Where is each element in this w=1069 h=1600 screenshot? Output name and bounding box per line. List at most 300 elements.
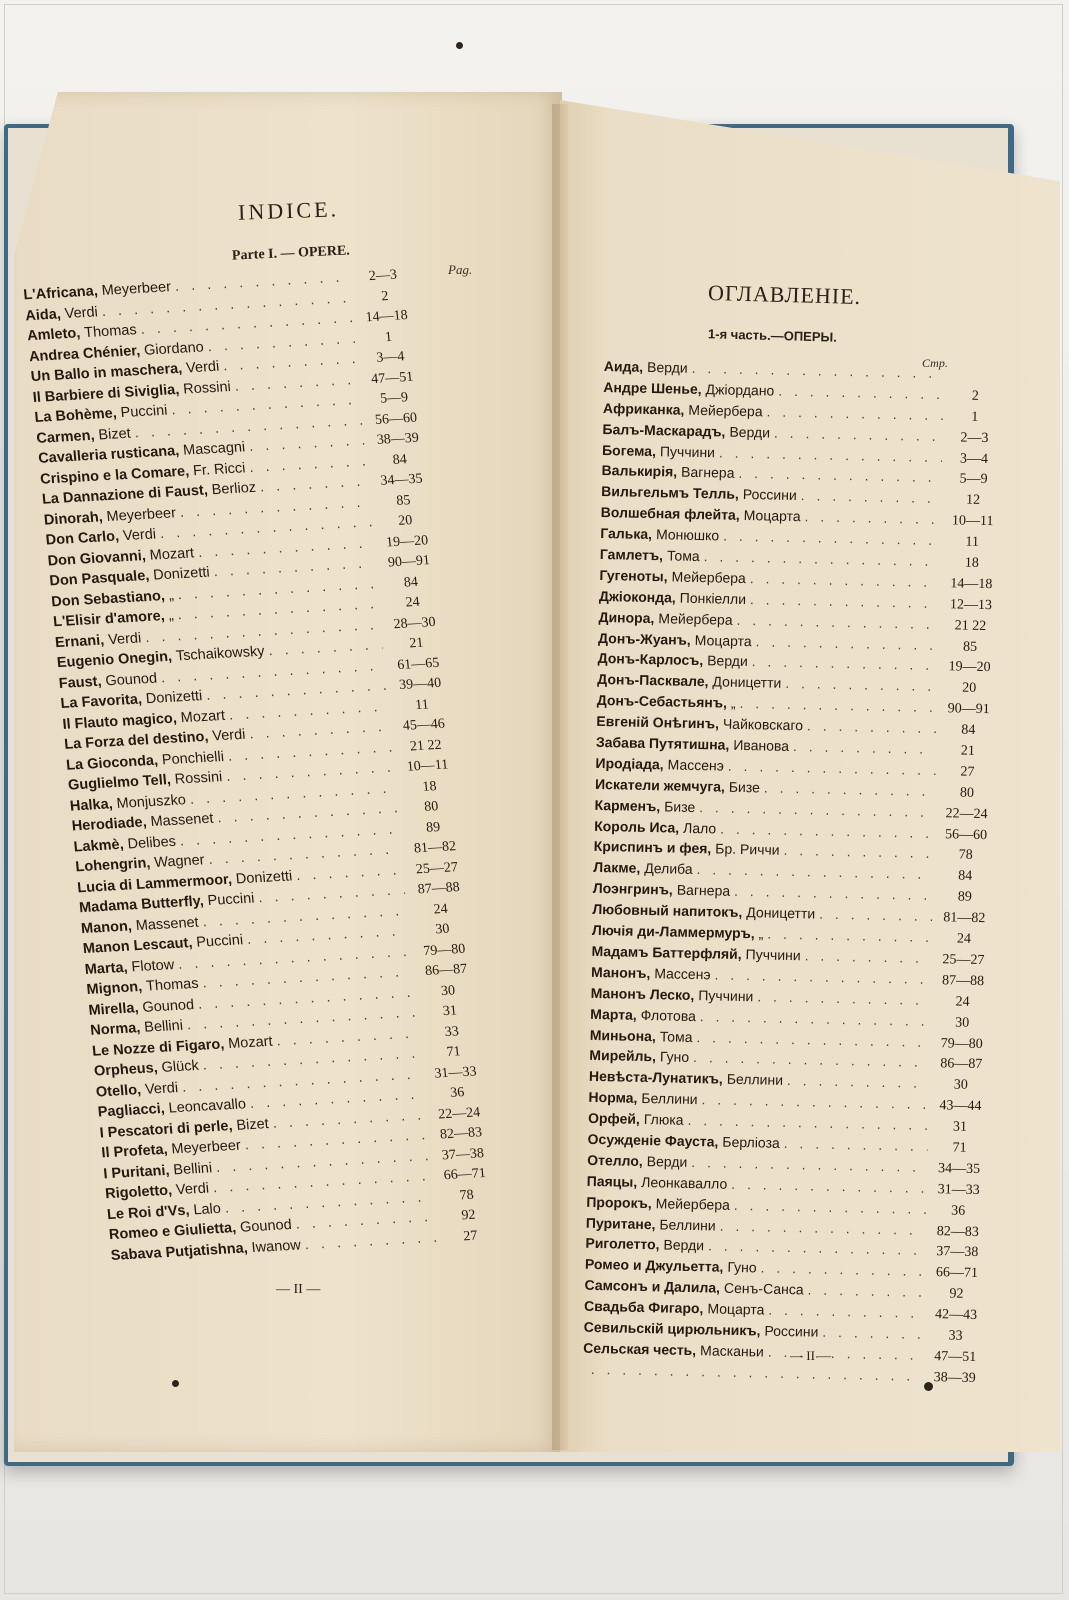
composer-name: Donizetti (145, 688, 203, 708)
dot-leader (719, 444, 942, 465)
composer-name: Verdi (144, 1079, 179, 1098)
book-spine-shadow (552, 104, 568, 1450)
composer-name: Леонкавалло (641, 1173, 728, 1192)
dot-leader (807, 1282, 924, 1300)
opera-title: Madama Butterfly, (78, 893, 205, 917)
opera-title: Искатели жемчуга, (594, 775, 726, 795)
composer-name: Доницетти (712, 673, 782, 692)
dot-leader (804, 508, 940, 527)
composer-name: Тома (666, 547, 700, 565)
composer-name: Leoncavallo (167, 1096, 247, 1117)
dot-leader (757, 988, 931, 1008)
page-ref: 78 (958, 848, 973, 864)
page-ref: 78 (458, 1187, 475, 1203)
page-ref: 12—13 (949, 597, 993, 613)
opera-title: Мирейль, (589, 1047, 657, 1065)
composer-name: Verdi (175, 1180, 210, 1199)
opera-title: Донъ-Пасквале, (597, 671, 709, 690)
composer-name: Делиба (644, 860, 693, 878)
page-ref: 90—91 (387, 553, 431, 571)
opera-title: La Gioconda, (65, 752, 159, 774)
composer-name: Гуно (659, 1048, 690, 1066)
opera-title: Балъ-Маскарадъ, (602, 420, 726, 440)
page-ref: 56—60 (374, 410, 418, 428)
page-ref: 12 (965, 492, 981, 509)
opera-title: La Favorita, (59, 691, 143, 712)
page-ref: 11 (414, 696, 430, 713)
opera-title: La Dannazione di Faust, (41, 482, 209, 508)
composer-name: Massenet (149, 810, 215, 831)
opera-title: Лоэнгринъ, (592, 880, 673, 898)
page-ref: 30 (440, 982, 456, 999)
composer-name: Мейербера (671, 568, 746, 586)
opera-title: Dinorah, (43, 508, 104, 529)
page-ref: 19—20 (385, 532, 429, 551)
left-page-column-header: Pag. (448, 262, 473, 277)
composer-name: Wagner (153, 852, 206, 871)
composer-name: Iwanow (250, 1236, 302, 1256)
opera-title: I Pescatori di perle, (98, 1117, 234, 1141)
composer-name: Пуччини (745, 946, 801, 964)
opera-title: Пуритане, (585, 1214, 656, 1232)
composer-name: Бизе (664, 798, 696, 815)
opera-title: Crispino e la Comare, (39, 462, 190, 488)
composer-name: Rossini (182, 378, 232, 398)
opera-title: Забава Путятишна, (595, 733, 730, 753)
page-ref: 14—18 (950, 576, 993, 593)
opera-title: Eugenio Onegin, (56, 648, 173, 672)
page-ref: 37—38 (441, 1145, 485, 1163)
composer-name: Delibes (126, 833, 177, 852)
opera-title: Пророкъ, (586, 1193, 652, 1211)
composer-name: Glück (160, 1057, 200, 1076)
composer-name: Бизе (728, 778, 761, 796)
page-ref: 82—83 (439, 1125, 483, 1143)
composer-name: Гуно (727, 1259, 757, 1276)
page-ref: 24 (955, 994, 970, 1010)
opera-title: Manon Lescaut, (82, 935, 194, 958)
page-ref: 47—51 (370, 369, 414, 387)
page-ref: 5—9 (959, 471, 988, 488)
opera-title: Самсонъ и Далила, (584, 1276, 721, 1296)
composer-name: Тома (659, 1027, 693, 1045)
composer-name: Verdi (107, 629, 142, 648)
opera-title: Гамлетъ, (599, 545, 664, 564)
composer-name: Mozart (180, 707, 226, 726)
page-ref: 34—35 (937, 1161, 981, 1177)
composer-name: Верди (646, 358, 688, 376)
page-ref: 21 22 (954, 618, 987, 634)
composer-name: Tschaikowsky (175, 643, 266, 665)
page-ref: 37—38 (936, 1244, 979, 1261)
composer-name: Доницетти (746, 904, 816, 922)
opera-title: Евгеній Онѣгинъ, (596, 713, 720, 732)
right-page-number: — II — (790, 1348, 832, 1363)
dot-leader (701, 1091, 928, 1112)
dot-leader (767, 926, 932, 945)
composer-name: Berlioz (211, 479, 257, 499)
right-page-column-header: Стр. (922, 356, 948, 370)
page-ref: 18 (964, 555, 979, 571)
opera-title: Herodiade, (71, 814, 148, 835)
page-ref: 34—35 (379, 471, 424, 489)
dot-leader (766, 403, 943, 423)
opera-title: Миньона, (589, 1026, 657, 1044)
opera-title: Don Sebastiano, (50, 587, 166, 610)
page-ref: 24 (432, 901, 449, 917)
dot-leader (708, 1238, 926, 1259)
opera-title: Un Ballo in maschera, (30, 360, 183, 386)
opera-title: Lucia di Lammermoor, (76, 871, 233, 896)
dot-leader (784, 1135, 928, 1154)
dot-leader (787, 1072, 929, 1091)
dot-leader (783, 842, 933, 861)
dot-leader (774, 424, 943, 444)
composer-name: Верди (646, 1152, 688, 1170)
opera-title: Джіоконда, (598, 587, 676, 606)
page-ref: 14—18 (365, 308, 409, 326)
dot-leader (764, 779, 935, 799)
opera-title: Mignon, (85, 978, 143, 998)
opera-title: Il Profeta, (100, 1141, 169, 1162)
opera-title: I Puritani, (102, 1162, 171, 1182)
opera-title: L'Africana, (22, 283, 99, 304)
page-ref: 79—80 (940, 1035, 983, 1052)
composer-name: Verdi (185, 358, 220, 377)
dot-leader (720, 1217, 926, 1237)
ink-speck (456, 42, 463, 49)
composer-name: Mozart (227, 1033, 274, 1052)
page-ref: 21 (960, 743, 975, 759)
opera-title: Вильгельмъ Телль, (601, 483, 740, 503)
opera-title: Свадьба Фигаро, (583, 1297, 704, 1317)
page-ref: 24 (956, 931, 972, 947)
page-ref: 30 (953, 1077, 968, 1094)
page-ref: 43—44 (939, 1098, 982, 1115)
composer-name: Bellini (172, 1159, 213, 1178)
opera-title: Faust, (58, 673, 103, 692)
page-ref: 39—40 (398, 675, 442, 694)
opera-title: Don Pasquale, (48, 567, 151, 590)
composer-name: Giordano (143, 338, 205, 359)
dot-leader (778, 383, 943, 402)
left-page-number: — II — (276, 1282, 321, 1297)
opera-title: Le Nozze di Figaro, (91, 1035, 225, 1060)
opera-title: Паяцы, (586, 1172, 638, 1190)
page-ref: 18 (421, 778, 438, 795)
composer-name: Россини (764, 1322, 819, 1340)
composer-name: Fr. Ricci (192, 459, 247, 479)
opera-title: Aida, (24, 305, 62, 324)
opera-title: Lakmè, (72, 836, 125, 855)
composer-name: „ (168, 587, 175, 604)
opera-title: Марта, (590, 1005, 637, 1023)
opera-title: L'Elisir d'amore, (52, 608, 166, 631)
page-ref: 66—71 (935, 1265, 979, 1282)
composer-name: Массенэ (667, 756, 725, 774)
page-ref: 22—24 (437, 1104, 481, 1123)
composer-name: Thomas (145, 975, 200, 995)
page-ref: 11 (965, 534, 980, 551)
page-ref: 2 (380, 288, 390, 304)
dot-leader (731, 1176, 927, 1196)
opera-title: Валькирія, (601, 462, 678, 481)
opera-title: Мадамъ Баттерфляй, (591, 942, 742, 962)
composer-name: Puccini (195, 932, 244, 951)
opera-title: Sabava Putjatishna, (110, 1239, 249, 1264)
composer-name: Верди (707, 652, 748, 670)
opera-title: Otello, (95, 1081, 142, 1101)
dot-leader (723, 528, 940, 549)
composer-name: Gounod (141, 996, 195, 1016)
dot-leader (752, 654, 938, 674)
composer-name: Verdi (211, 726, 247, 745)
composer-name: Верди (729, 423, 771, 441)
dot-leader (734, 1197, 927, 1217)
page-ref: 56—60 (944, 826, 988, 843)
composer-name: Россини (742, 486, 797, 504)
page-ref: 21 22 (409, 737, 443, 755)
opera-title: Andrea Chénier, (28, 342, 141, 365)
opera-title: Cavalleria rusticana, (37, 443, 180, 467)
opera-title: Norma, (89, 1020, 142, 1039)
page-ref: 87—88 (417, 880, 461, 898)
page-ref: 1 (971, 409, 979, 425)
opera-title: Манонъ Леско, (590, 984, 695, 1003)
dot-leader (736, 612, 938, 632)
page-ref: 19—20 (948, 659, 991, 676)
opera-title: Il Flauto magico, (61, 710, 178, 733)
opera-title: Осужденіе Фауста, (587, 1130, 719, 1150)
left-page-subtitle: Parte I. — OPERE. (231, 243, 351, 264)
page-ref: 86—87 (940, 1056, 983, 1073)
composer-name: Bizet (97, 425, 132, 443)
opera-title: Mirella, (87, 999, 140, 1019)
composer-name: Флотова (640, 1006, 697, 1024)
page-ref: 2—3 (960, 430, 989, 446)
page-ref: 20 (962, 680, 977, 697)
page-ref: 86—87 (424, 961, 468, 980)
opera-title: Лючія ди-Ламмермуръ, (591, 921, 755, 942)
page-ref: 61—65 (396, 655, 440, 673)
page-ref: 25—27 (942, 952, 985, 969)
page-ref: 89 (425, 819, 441, 836)
composer-name: Мейербера (658, 609, 733, 628)
composer-name: „ (730, 694, 736, 712)
composer-name: Масканьи (699, 1342, 764, 1360)
page-ref: 45—46 (402, 716, 446, 734)
dot-leader (738, 465, 941, 485)
page-ref: 81—82 (943, 910, 986, 927)
composer-name: Сенъ-Санса (723, 1279, 804, 1298)
composer-name: Моцарта (707, 1300, 765, 1318)
composer-name: Пуччини (659, 442, 716, 460)
page-ref: 79—80 (422, 941, 466, 959)
dot-leader (734, 883, 933, 903)
dot-leader (785, 675, 937, 694)
composer-name: Bellini (143, 1017, 184, 1036)
opera-title: Гугеноты, (599, 566, 668, 585)
page-ref: 80 (423, 799, 439, 815)
page-ref (948, 378, 1004, 379)
composer-name: Моцарта (694, 631, 752, 649)
dot-leader (739, 695, 936, 715)
page-ref: 33 (444, 1023, 460, 1040)
opera-title: Волшебная флейта, (600, 504, 740, 524)
opera-title: Король Иса, (594, 817, 680, 836)
page-ref: 85 (962, 639, 978, 655)
page-ref: 84 (403, 574, 419, 591)
page-ref: 2—3 (368, 267, 398, 285)
composer-name: Mascagni (182, 439, 246, 459)
right-page-subtitle: 1-я часть.—ОПЕРЫ. (707, 326, 838, 345)
opera-title: Манонъ, (590, 963, 651, 981)
dot-leader (700, 1008, 931, 1029)
dot-leader (760, 1260, 925, 1279)
opera-title: Le Roi d'Vs, (106, 1202, 191, 1223)
page-ref: 24 (405, 594, 421, 611)
opera-title: Rigoletto, (104, 1182, 173, 1203)
page-ref: 2 (971, 388, 979, 404)
composer-name: Gounod (239, 1216, 293, 1236)
page-ref: 90—91 (947, 701, 990, 718)
composer-name: Meyerbeer (105, 504, 177, 525)
opera-title: Донъ-Жуанъ, (597, 629, 691, 648)
composer-name: Вагнера (676, 881, 731, 900)
opera-title: Сельская честь, (583, 1339, 697, 1359)
composer-name: Массенэ (654, 965, 711, 983)
page-ref: 84 (961, 722, 976, 738)
composer-name: Donizetti (235, 867, 293, 887)
composer-name: Мейербера (688, 401, 763, 420)
composer-name: „ (758, 925, 764, 942)
dot-leader (750, 570, 940, 590)
page-ref: 85 (395, 492, 412, 509)
dot-leader (750, 591, 939, 611)
opera-title: Орфей, (587, 1109, 641, 1127)
opera-title: Лакме, (593, 859, 641, 877)
dot-leader (819, 906, 933, 924)
composer-name: Беллини (641, 1090, 698, 1108)
page-ref: 36 (449, 1085, 466, 1101)
composer-name: Puccini (206, 890, 256, 910)
page-ref: 92 (460, 1207, 477, 1224)
page-ref: 30 (955, 1015, 970, 1031)
page-ref: 25—27 (415, 859, 459, 877)
composer-name: Иванова (733, 736, 790, 754)
dot-leader (756, 633, 939, 653)
opera-title: Ernani, (54, 631, 105, 651)
right-index-list (583, 358, 1004, 1390)
dot-leader (793, 738, 936, 757)
opera-title: Риголетто, (585, 1235, 660, 1253)
composer-name: Джіордано (705, 381, 775, 399)
composer-name: Глюка (643, 1111, 684, 1128)
page-ref: 30 (434, 921, 451, 938)
page-ref: 80 (959, 785, 975, 801)
dot-leader (801, 487, 942, 506)
opera-title: Иродіада, (595, 754, 664, 773)
page-ref: 36 (951, 1203, 966, 1219)
dot-leader (714, 966, 931, 987)
composer-name: Thomas (83, 322, 138, 342)
composer-name: Пуччини (698, 986, 754, 1004)
page-ref: 31—33 (433, 1063, 478, 1082)
opera-title: Il Barbiere di Siviglia, (32, 381, 180, 406)
page-ref: 10—11 (406, 757, 449, 775)
composer-name: Берліоза (722, 1133, 780, 1151)
opera-title: Don Giovanni, (46, 547, 147, 569)
composer-name: Беллини (726, 1071, 784, 1089)
composer-name: Verdi (64, 303, 99, 322)
opera-title: Невѣста-Лунатикъ, (588, 1068, 723, 1087)
opera-title: La Bohème, (33, 405, 118, 426)
page-ref: 71 (952, 1140, 967, 1156)
dot-leader (807, 717, 937, 736)
composer-name: Монюшко (655, 526, 720, 544)
composer-name: Вагнера (680, 464, 735, 482)
page-ref: 42—43 (934, 1307, 978, 1324)
composer-name: Meyerbeer (101, 279, 172, 300)
opera-title: Норма, (588, 1089, 638, 1107)
composer-name: Meyerbeer (170, 1137, 242, 1158)
composer-name: Bizet (235, 1115, 270, 1134)
composer-name: Puccini (119, 402, 169, 422)
opera-title: Don Carlo, (45, 528, 120, 549)
composer-name: Mozart (149, 544, 195, 564)
opera-title: Отелло, (587, 1151, 643, 1169)
composer-name: Понкіелли (679, 589, 747, 607)
opera-title: Донъ-Себастьянъ, (596, 692, 728, 711)
page-ref: 81—82 (413, 839, 457, 857)
page-ref: 33 (948, 1328, 963, 1344)
page-ref: 20 (397, 513, 413, 529)
opera-title: Любовный напитокъ, (592, 901, 743, 921)
opera-title: Manon, (80, 917, 133, 937)
composer-name: Massenet (135, 914, 200, 934)
composer-name: Monjuszko (115, 791, 187, 812)
composer-name: Flotow (130, 956, 175, 975)
page-ref: 82—83 (936, 1223, 979, 1240)
opera-title: Ромео и Джульетта, (584, 1256, 724, 1275)
page-ref: 1 (384, 329, 393, 345)
composer-name: Беллини (659, 1215, 716, 1234)
opera-title: La Forza del destino, (63, 728, 210, 753)
page-ref: 38—39 (933, 1369, 976, 1386)
page-ref: 5—9 (379, 390, 409, 407)
opera-title: Донъ-Карлосъ, (597, 650, 704, 669)
composer-name: Моцарта (743, 507, 801, 525)
opera-title: Orpheus, (93, 1060, 159, 1080)
page-ref: 47—51 (934, 1348, 977, 1365)
page-ref: 27 (462, 1228, 479, 1244)
page-ref: 10—11 (951, 513, 994, 530)
binding-hole-left (172, 1380, 179, 1387)
right-page-title: ОГЛАВЛЕНІЕ. (707, 280, 862, 309)
opera-title: Halka, (69, 795, 114, 815)
page-ref: 3—4 (959, 451, 989, 467)
opera-title: Севильскій цирюльникъ, (583, 1318, 761, 1339)
page-ref: 27 (960, 764, 975, 780)
page-ref: 3—4 (375, 349, 406, 366)
opera-title: Аида, (603, 358, 644, 375)
opera-title: Amleto, (26, 325, 82, 345)
opera-title: Romeo e Giulietta, (108, 1220, 237, 1244)
opera-title: Карменъ, (594, 796, 661, 814)
composer-name: Rossini (174, 769, 223, 788)
opera-title: Lohengrin, (74, 855, 152, 876)
page-ref: 66—71 (443, 1166, 487, 1184)
